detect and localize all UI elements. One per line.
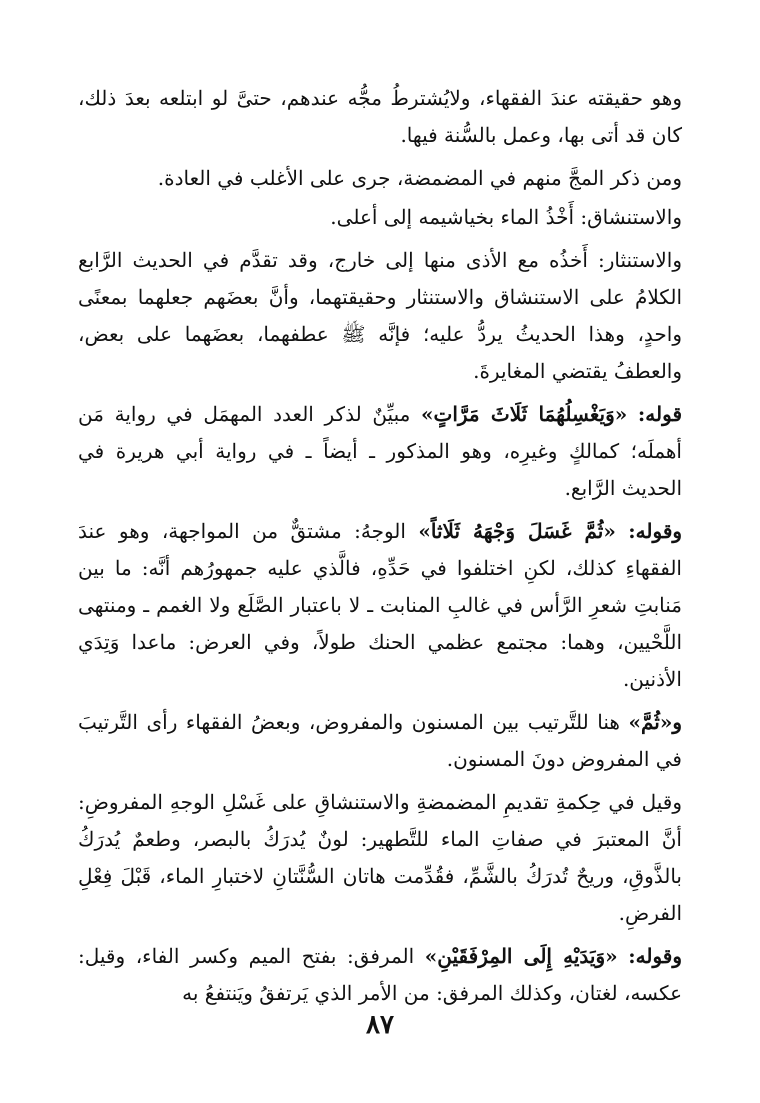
paragraph-6 bbox=[78, 513, 682, 698]
paragraph-text: والاستنشاق: أَخْذُ الماء بخياشيمه إلى أعلى. bbox=[330, 205, 682, 229]
paragraph-lead: وقوله: bbox=[628, 944, 682, 968]
paragraph-7 bbox=[78, 704, 682, 778]
paragraph-5 bbox=[78, 396, 682, 507]
paragraph-lead: وقوله: bbox=[628, 519, 683, 543]
hadith-quote: «وَيَدَيْهِ إِلَى المِرْفَقَيْنِ» bbox=[424, 944, 618, 968]
paragraph-text: مبيِّنٌ لذكر العدد المهمَل في رواية مَن أهملَه؛ كمالكٍ وغيرِه، وهو المذكور ـ أيضاً ـ في رواية أبي هريرة في الحديث الرَّابع. bbox=[78, 402, 682, 500]
paragraph-text: وهو حقيقته عندَ الفقهاء، ولايُشترطُ مجُّه عندهم، حتىَّ لو ابتلعه بعدَ ذلك، كان قد أتى بها، وعمل بالسُّنة فيها. bbox=[78, 86, 682, 147]
paragraph-lead: قوله: bbox=[637, 402, 682, 426]
paragraph-text: هنا للتَّرتيب بين المسنون والمفروض، وبعضُ الفقهاء رأى التَّرتيبَ في المفروض دونَ المسنون. bbox=[78, 710, 682, 771]
paragraph-text: المرفق: بفتح الميم وكسر الفاء، وقيل: عكسه، لغتان، وكذلك المرفق: من الأمر الذي يَرتفقُ ويَنتفعُ به bbox=[78, 944, 682, 1005]
paragraph-3 bbox=[78, 199, 682, 236]
page-body bbox=[78, 80, 682, 1018]
hadith-quote: «وَيَغْسِلُهُمَا ثَلَاثَ مَرَّاتٍ» bbox=[421, 402, 628, 426]
paragraph-text: الوجهُ: مشتقٌّ من المواجهة، وهو عندَ الفقهاءِ كذلك، لكنِ اختلفوا في حَدِّهِ، فالَّذي عليه جمهورُهم أنَّه: ما بين مَنابتِ شعرِ الرَّأس في غالبِ المنابت ـ لا باعتبار الصَّلَع ولا الغمم ـ ومنتهى اللَّحْيين، وهما: مجتمع عظمي الحنك طولاً، وفي العرض: ماعدا وَتِدَي الأذنين. bbox=[78, 519, 682, 691]
paragraph-2 bbox=[78, 160, 682, 197]
paragraph-1 bbox=[78, 80, 682, 154]
paragraph-text: والاستنثار: أَخذُه مع الأذى منها إلى خارج، وقد تقدَّم في الحديث الرَّابع الكلامُ على الاستنشاق والاستنثار وحقيقتهما، وأنَّ بعضَهم جعلهما بمعنًى واحدٍ، وهذا الحديثُ يردُّ عليه؛ فإنَّه ﷺ عطفهما، بعضَهما على بعض، والعطفُ يقتضي المغايرةَ. bbox=[78, 248, 682, 383]
paragraph-text: ومن ذكر المجَّ منهم في المضمضة، جرى على الأغلب في العادة. bbox=[157, 166, 682, 190]
page-number: ٨٧ bbox=[366, 1010, 394, 1040]
hadith-quote: «ثُمَّ غَسَلَ وَجْهَهُ ثَلَاثاً» bbox=[418, 519, 616, 543]
paragraph-lead: و«ثُمَّ» bbox=[628, 710, 683, 734]
paragraph-text: وقيل في حِكمةِ تقديمِ المضمضةِ والاستنشاقِ على غَسْلِ الوجهِ المفروضِ: أنَّ المعتبرَ في صفاتِ الماء للتَّطهير: لونٌ يُدرَكُ بالبصر، وطعمٌ يُدرَكُ بالذَّوقِ، وريحٌ تُدرَكُ بالشَّمِّ، فقُدِّمت هاتان السُّنَّتانِ لاختبارِ الماء، قَبْلَ فِعْلِ الفرضِ. bbox=[78, 790, 682, 925]
paragraph-9 bbox=[78, 938, 682, 1012]
paragraph-4 bbox=[78, 242, 682, 390]
paragraph-8 bbox=[78, 784, 682, 932]
